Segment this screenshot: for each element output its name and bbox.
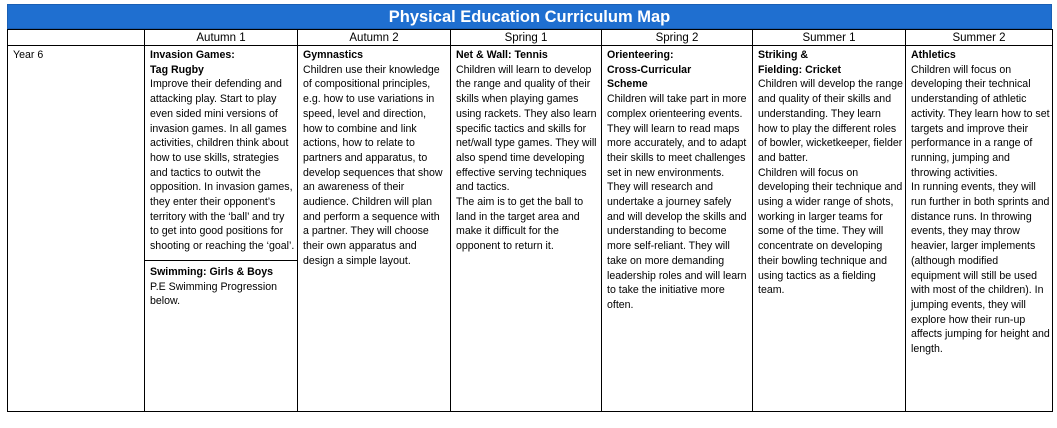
year-6-row [8, 46, 1053, 412]
header-autumn-1: Autumn 1 [145, 30, 298, 46]
cell-title: Invasion Games: [150, 49, 235, 61]
header-summer-1: Summer 1 [753, 30, 906, 46]
cell-body: Children will focus on developing their technical understanding of athletic activity. They learn how to set targets and improve their performance in a range of running, jumping and throwing activities. [911, 63, 1050, 179]
cell-title: Orienteering: [607, 49, 674, 61]
cell-summer-2 [906, 46, 1053, 412]
cell-subtitle-2: Scheme [607, 78, 648, 91]
cell-subtitle: Fielding: Cricket [758, 63, 841, 76]
cell-subtitle: Tag Rugby [150, 63, 204, 76]
curriculum-map [7, 4, 1052, 412]
curriculum-table [7, 29, 1053, 412]
cell-title: Gymnastics [303, 49, 364, 61]
cell-divider [145, 260, 297, 261]
header-summer-2: Summer 2 [906, 30, 1053, 46]
cell-spring-1 [451, 46, 602, 412]
header-autumn-2: Autumn 2 [298, 30, 451, 46]
cell-subtitle: Cross-Curricular [607, 63, 692, 76]
cell-title: Net & Wall: Tennis [456, 49, 548, 61]
header-spring-2: Spring 2 [602, 30, 753, 46]
cell-body: Children use their knowledge of compositional principles, e.g. how to use variations in speed, level and direction, how to combine and link actions, how to relate to partners and apparatus, to develop sequences that show an awareness of their audience. Children will plan and perform a sequence with a partner. They will choose their own apparatus and design a simple layout. [303, 63, 443, 267]
cell-spring-2 [602, 46, 753, 412]
cell-body: Children will learn to develop the range and quality of their skills when playing games using rackets. They also learn specific tactics and skills for net/wall type games. They will also spend time developing effective serving techniques and tactics. [456, 63, 597, 194]
cell-autumn-2 [298, 46, 451, 412]
cell-body: Children will develop the range and quality of their skills and understanding. They learn how to play the different roles of bowler, wicketkeeper, fielder and batter. [758, 78, 903, 164]
cell-body: Children will take part in more complex orienteering events. They will learn to read maps more accurately, and to adapt their skills to meet challenges set in new environments. They will research and undertake a journey safely and will develop the skills and understanding to become more self-reliant. They will take on more demanding leadership roles and will learn to take the initiative more often. [607, 93, 747, 311]
cell-title: Striking & [758, 49, 809, 61]
page-title: Physical Education Curriculum Map [7, 4, 1052, 29]
header-spring-1: Spring 1 [451, 30, 602, 46]
swimming-title: Swimming: Girls & Boys [150, 265, 274, 278]
swimming-body: P.E Swimming Progression below. [150, 280, 277, 308]
cell-summer-1 [753, 46, 906, 412]
cell-autumn-1 [145, 46, 298, 412]
header-empty-cell [8, 30, 145, 46]
cell-body-2: Children will focus on developing their technique and using a wider range of shots, working in larger teams for some of the time. They will concentrate on developing their bowling technique and using tactics as a fielding team. [758, 166, 903, 297]
cell-body-2: In running events, they will run further in both sprints and distance runs. In throwing events, they may throw heavier, larger implements (although modified equipment will still be used with most of the children). In jumping events, they will explore how their run-up affects jumping for height and length. [911, 181, 1050, 356]
header-row [8, 30, 1053, 46]
cell-body-2: The aim is to get the ball to land in the target area and make it difficult for the opponent to return it. [456, 196, 584, 253]
cell-title: Athletics [911, 49, 956, 61]
row-label: Year 6 [8, 46, 145, 412]
cell-body: Improve their defending and attacking play. Start to play even sided mini versions of invasion games. In all games activities, children think about how to use skills, strategies and tactics to outwit the opposition. In invasion games, they enter their opponent’s territory with the ‘ball’ and try to get into good positions for shooting or reaching the ‘goal’. [150, 78, 295, 253]
